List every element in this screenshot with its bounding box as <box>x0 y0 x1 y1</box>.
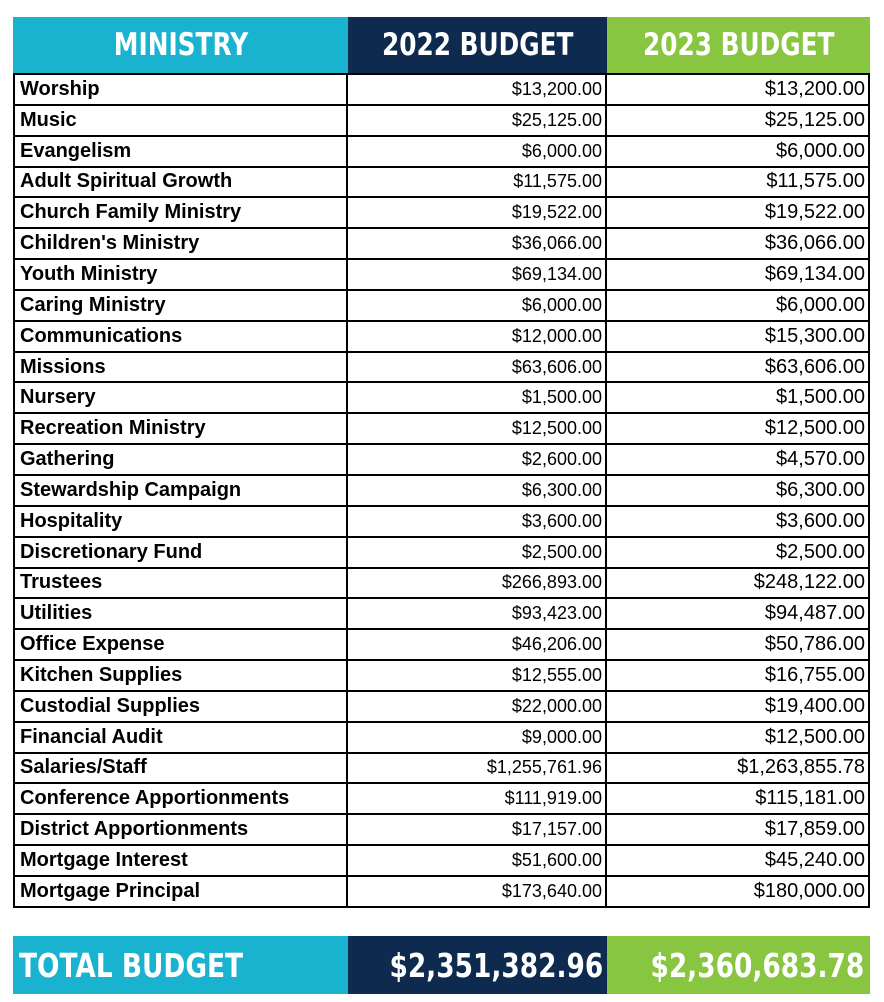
ministry-cell: Children's Ministry <box>15 229 348 258</box>
table-row <box>15 690 868 721</box>
budget-2022-cell: $173,640.00 <box>348 877 607 906</box>
budget-2023-cell: $115,181.00 <box>755 787 865 810</box>
table-row <box>15 536 868 567</box>
table-row <box>15 721 868 752</box>
table-row <box>15 752 868 783</box>
budget-2022-cell: $266,893.00 <box>348 569 607 598</box>
budget-2023-cell: $16,755.00 <box>764 663 865 686</box>
table-row <box>15 597 868 628</box>
ministry-cell: Kitchen Supplies <box>15 661 348 690</box>
budget-2023-cell: $94,487.00 <box>764 602 865 625</box>
budget-2023-cell: $50,786.00 <box>764 633 865 656</box>
table-header <box>13 17 870 73</box>
budget-2022-cell: $22,000.00 <box>348 692 607 721</box>
ministry-cell: Missions <box>15 353 348 382</box>
ministry-cell: Utilities <box>15 599 348 628</box>
table-row <box>15 104 868 135</box>
table-row <box>15 813 868 844</box>
total-2023-value: $2,360,683.78 <box>650 945 864 985</box>
table-row <box>15 474 868 505</box>
budget-2022-cell: $36,066.00 <box>348 229 607 258</box>
ministry-cell: Worship <box>15 75 348 104</box>
budget-2022-cell: $13,200.00 <box>348 75 607 104</box>
budget-2023-cell: $69,134.00 <box>764 262 865 285</box>
header-2023-label: 2023 BUDGET <box>642 27 835 63</box>
table-row <box>15 73 868 104</box>
table-row <box>15 875 868 906</box>
budget-2022-cell: $11,575.00 <box>348 168 607 197</box>
table-row <box>15 567 868 598</box>
table-row <box>15 227 868 258</box>
budget-2023-cell: $1,500.00 <box>776 386 865 409</box>
table-row <box>15 351 868 382</box>
budget-2022-cell: $17,157.00 <box>348 815 607 844</box>
total-2022-cell <box>348 936 607 994</box>
header-2022-label: 2022 BUDGET <box>381 27 574 63</box>
budget-2022-cell: $69,134.00 <box>348 260 607 289</box>
ministry-cell: Trustees <box>15 569 348 598</box>
table-row <box>15 196 868 227</box>
budget-2023-cell: $1,263,855.78 <box>737 756 865 779</box>
budget-2023-cell: $2,500.00 <box>776 540 865 563</box>
ministry-cell: District Apportionments <box>15 815 348 844</box>
ministry-cell: Youth Ministry <box>15 260 348 289</box>
budget-2023-cell: $180,000.00 <box>753 879 865 902</box>
budget-2022-cell: $12,500.00 <box>348 414 607 443</box>
budget-2022-cell: $12,555.00 <box>348 661 607 690</box>
ministry-cell: Hospitality <box>15 507 348 536</box>
budget-2022-cell: $93,423.00 <box>348 599 607 628</box>
table-row <box>15 628 868 659</box>
budget-2023-cell: $248,122.00 <box>753 571 865 594</box>
total-2023-cell <box>607 936 870 994</box>
table-row <box>15 659 868 690</box>
budget-2022-cell: $3,600.00 <box>348 507 607 536</box>
ministry-cell: Church Family Ministry <box>15 198 348 227</box>
budget-2023-cell: $4,570.00 <box>776 448 865 471</box>
table-row <box>15 505 868 536</box>
ministry-cell: Nursery <box>15 383 348 412</box>
header-ministry-label: MINISTRY <box>113 27 248 63</box>
budget-2023-cell: $36,066.00 <box>764 232 865 255</box>
table-row <box>15 844 868 875</box>
ministry-cell: Adult Spiritual Growth <box>15 168 348 197</box>
budget-2023-cell: $45,240.00 <box>764 849 865 872</box>
budget-2022-cell: $1,500.00 <box>348 383 607 412</box>
total-row <box>13 936 870 994</box>
budget-2023-cell: $3,600.00 <box>776 509 865 532</box>
budget-2023-cell: $12,500.00 <box>764 417 865 440</box>
ministry-cell: Custodial Supplies <box>15 692 348 721</box>
budget-2022-cell: $63,606.00 <box>348 353 607 382</box>
table-row <box>15 443 868 474</box>
budget-2023-cell: $13,200.00 <box>764 77 865 100</box>
budget-2023-cell: $6,000.00 <box>776 293 865 316</box>
total-label: TOTAL BUDGET <box>19 945 244 985</box>
ministry-cell: Conference Apportionments <box>15 784 348 813</box>
ministry-cell: Stewardship Campaign <box>15 476 348 505</box>
table-row <box>15 258 868 289</box>
budget-2023-cell: $63,606.00 <box>764 355 865 378</box>
ministry-cell: Recreation Ministry <box>15 414 348 443</box>
budget-2022-cell: $6,000.00 <box>348 137 607 166</box>
budget-2022-cell: $6,000.00 <box>348 291 607 320</box>
ministry-cell: Mortgage Principal <box>15 877 348 906</box>
header-ministry <box>13 17 348 73</box>
budget-2022-cell: $25,125.00 <box>348 106 607 135</box>
ministry-cell: Communications <box>15 322 348 351</box>
ministry-cell: Discretionary Fund <box>15 538 348 567</box>
budget-2023-cell: $25,125.00 <box>764 108 865 131</box>
budget-2023-cell: $17,859.00 <box>764 818 865 841</box>
budget-2022-cell: $2,600.00 <box>348 445 607 474</box>
budget-2023-cell: $11,575.00 <box>766 170 865 193</box>
ministry-cell: Financial Audit <box>15 723 348 752</box>
budget-2023-cell: $15,300.00 <box>764 324 865 347</box>
total-label-cell <box>13 936 348 994</box>
ministry-cell: Music <box>15 106 348 135</box>
budget-2022-cell: $6,300.00 <box>348 476 607 505</box>
header-2022-budget <box>348 17 607 73</box>
budget-2023-cell: $12,500.00 <box>764 725 865 748</box>
budget-2022-cell: $51,600.00 <box>348 846 607 875</box>
budget-2022-cell: $1,255,761.96 <box>348 754 607 783</box>
budget-table <box>13 17 870 908</box>
budget-2023-cell: $6,300.00 <box>776 478 865 501</box>
budget-2022-cell: $12,000.00 <box>348 322 607 351</box>
budget-2022-cell: $111,919.00 <box>348 784 607 813</box>
table-row <box>15 412 868 443</box>
ministry-cell: Gathering <box>15 445 348 474</box>
table-row <box>15 320 868 351</box>
table-row <box>15 289 868 320</box>
ministry-cell: Office Expense <box>15 630 348 659</box>
ministry-cell: Evangelism <box>15 137 348 166</box>
total-2022-value: $2,351,382.96 <box>389 945 603 985</box>
budget-2022-cell: $46,206.00 <box>348 630 607 659</box>
budget-2023-cell: $19,522.00 <box>764 201 865 224</box>
budget-2023-cell: $6,000.00 <box>776 139 865 162</box>
table-body <box>13 73 870 908</box>
header-2023-budget <box>607 17 870 73</box>
ministry-cell: Caring Ministry <box>15 291 348 320</box>
budget-2023-cell: $19,400.00 <box>764 694 865 717</box>
table-row <box>15 166 868 197</box>
ministry-cell: Mortgage Interest <box>15 846 348 875</box>
budget-2022-cell: $19,522.00 <box>348 198 607 227</box>
table-row <box>15 782 868 813</box>
table-row <box>15 135 868 166</box>
table-row <box>15 381 868 412</box>
ministry-cell: Salaries/Staff <box>15 754 348 783</box>
budget-2022-cell: $9,000.00 <box>348 723 607 752</box>
budget-2022-cell: $2,500.00 <box>348 538 607 567</box>
